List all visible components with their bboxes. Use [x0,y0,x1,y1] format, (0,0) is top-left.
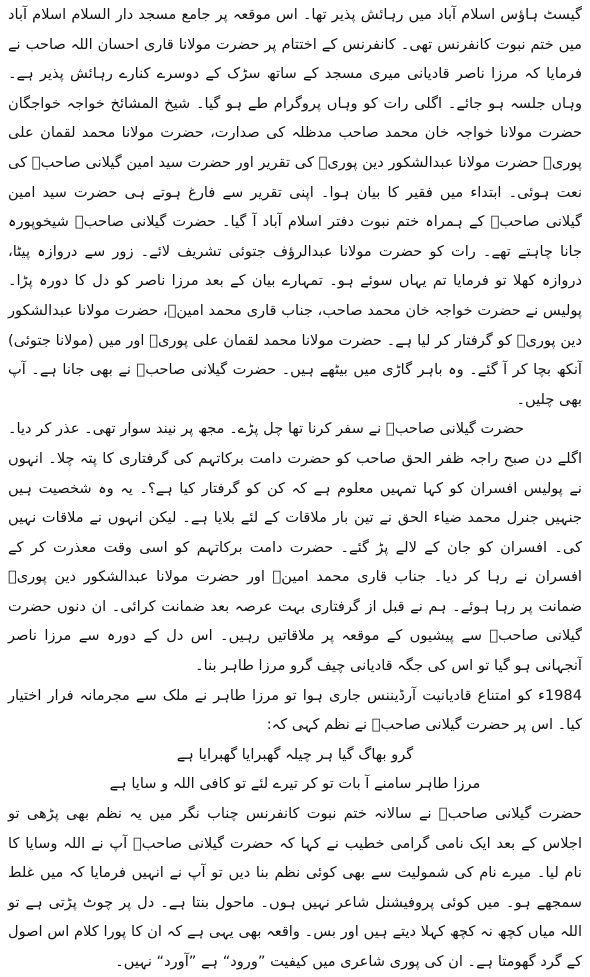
poem-verse-1: گرو بھاگ گیا ہر چیلہ گھبرایا گھبرایا ہے [176,745,414,763]
paragraph-1: گیسٹ ہاؤس اسلام آباد میں رہائش پذیر تھا۔ اس موقعہ پر جامع مسجد دار السلام اسلام آباد میں ختم نبوت کانفرنس تھی۔ کانفرنس کے اختتام پر حضرت مولانا قاری احسان اللہ صاحب نے فرمایا کہ مرزا ناصر قادیانی میری مسجد کے ساتھ سڑک کے دوسرے کنارے رہائش پذیر ہے۔ وہاں جلسہ ہو جائے۔ اگلی رات کو وہاں پروگرام طے ہو گیا۔ شیخ المشائخ خواجہ خواجگان حضرت مولانا خواجہ خان محمد صاحب مدظلہ کی صدارت، حضرت مولانا محمد لقمان علی پوریؒ حضرت مولانا عبدالشکور دین پوریؒ کی تقریر اور حضرت سید امین گیلانی صاحبؒ کی نعت ہوئی۔ ابتداء میں فقیر کا بیان ہوا۔ اپنی تقریر سے فارغ ہوتے ہی حضرت سید امین گیلانی صاحبؒ کے ہمراہ ختم نبوت دفتر اسلام آباد آ گیا۔ حضرت گیلانی صاحبؒ شیخوپورہ جانا چاہتے تھے۔ رات کو حضرت مولانا عبدالرؤف جتوئی تشریف لائے۔ زور سے دروازہ پیٹا، دروازہ کھلا تو فرمایا تم یہاں سوئے ہو۔ تمہارے بیان کے بعد مرزا ناصر کو دل کا دورہ پڑا۔ پولیس نے حضرت خواجہ خان محمد صاحب، جناب قاری محمد امینؒ، حضرت مولانا عبدالشکور دین پوریؒ کو گرفتار کر لیا ہے۔ حضرت مولانا محمد لقمان علی پوریؒ اور میں (مولانا جتوئی) آنکھ بچا کر آ گئے۔ وہ باہر گاڑی میں بیٹھے ہیں۔ حضرت گیلانی صاحبؒ نے بھی جانا ہے۔ آپ بھی چلیں۔ [8,6,582,408]
document-page [8,0,582,970]
poem-verse-2: مرزا طاہر سامنے آ بات تو کر تیرے لئے تو کافی اللہ و سایا ہے [109,775,481,793]
paragraph-2: حضرت گیلانی صاحبؒ نے سفر کرنا تھا چل پڑے۔ مجھ پر نیند سوار تھی۔ عذر کر دیا۔ اگلے دن صبح راجہ ظفر الحق صاحب کو حضرت دامت برکاتہم کی گرفتاری کا پتہ چلا۔ انہوں نے پولیس افسران کو کہا تمہیں معلوم ہے کہ کن کو گرفتار کیا ہے؟۔ یہ وہ شخصیت ہیں جنہیں جنرل محمد ضیاء الحق نے تین بار ملاقات کے لئے بلایا ہے۔ لیکن انہوں نے ملاقات نہیں کی۔ افسران کو جان کے لالے پڑ گئے۔ حضرت دامت برکاتہم کو اسی وقت معذرت کر کے افسران نے رہا کر دیا۔ جناب قاری محمد امینؒ اور حضرت مولانا عبدالشکور دین پوریؒ ضمانت پر رہا ہوئے۔ ہم نے قبل از گرفتاری بہت عرصہ بعد ضمانت کرائی۔ ان دنوں حضرت گیلانی صاحبؒ سے پیشیوں کے موقعہ پر ملاقاتیں رہیں۔ اس دل کے دورہ سے مرزا ناصر آنجہانی ہو گیا تو اس کی جگہ قادیانی چیف گرو مرزا طاہر بنا۔ [8,420,582,675]
paragraph-3: 1984ء کو امتناع قادیانیت آرڈیننس جاری ہوا تو مرزا طاہر نے ملک سے مجرمانہ فرار اختیار کیا۔ اس پر حضرت گیلانی صاحبؒ نے نظم کہی کہ: [8,686,582,734]
paragraph-closing: حضرت گیلانی صاحبؒ نے سالانہ ختم نبوت کانفرنس چناب نگر میں یہ نظم بھی پڑھی تو اجلاس کے بعد ایک نامی گرامی خطیب نے کہا کہ حضرت گیلانی صاحبؒ آپ نے اللہ وسایا کا نام لیا۔ میرے نام کی شمولیت سے بھی کوئی نظم بنا دیں تو آپ نے انہیں فرمایا کہ میں غلط سمجھے ہو۔ میں کوئی پروفیشنل شاعر نہیں ہوں۔ ماحول بنتا ہے۔ دل پر چوٹ پڑتی ہے تو اللہ میاں کچھ نہ کچھ کہلا دیتے ہیں اور بس۔ واقعہ بھی یہی ہے کہ ان کا پورا کلام اس اصول کے گرد گھومتا ہے۔ ان کی پوری شاعری میں کیفیت ”ورود“ ہے ”آورد“ نہیں۔ [8,805,582,970]
